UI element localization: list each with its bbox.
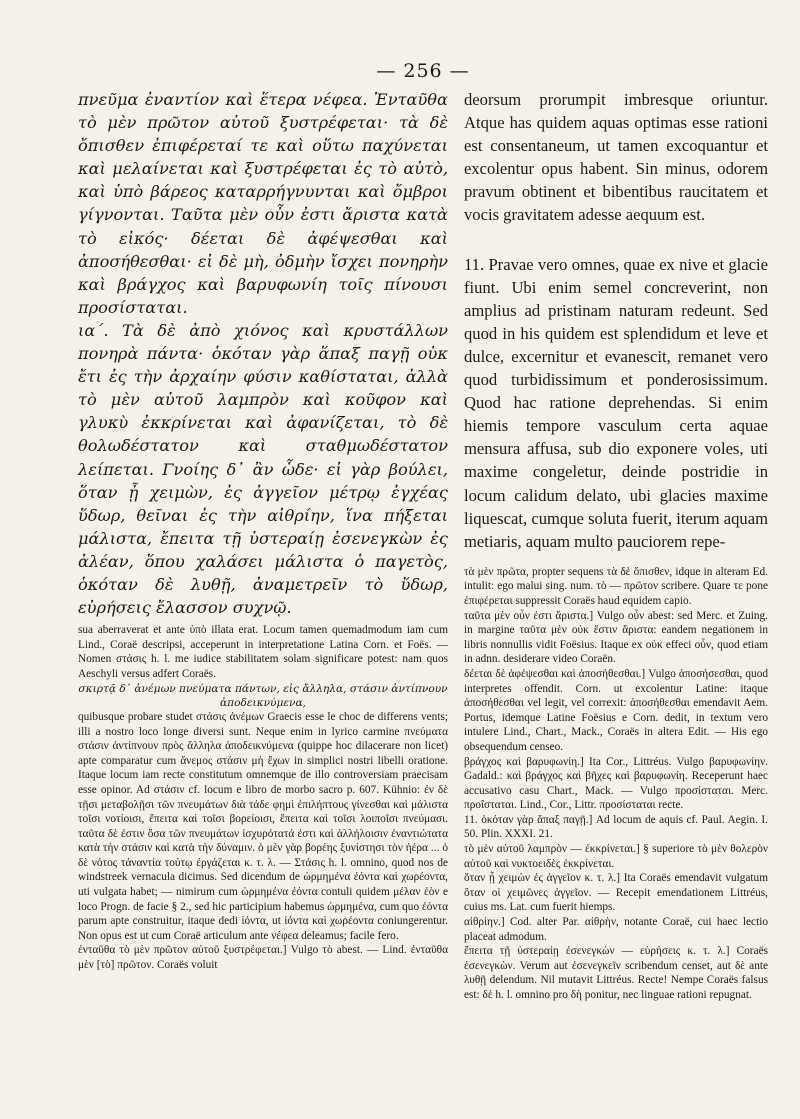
footnote: ὅταν ᾖ χειμὼν ἐς ἀγγεῖον κ. τ. λ.] Ita Coraës emendavit vulgatum ὅταν οἱ χειμῶνες ἀγγεῖον. — Recepit emendationem Littréus, cuius ms. Lat. cum fuerit hiemps. [464, 872, 768, 914]
footnote: βράγχος καὶ βαρυφωνίη.] Ita Cor., Littréus. Vulgo βαρυφωνίην. Gadald.: καὶ βράγχος καὶ βῆχες καὶ βαρυφωνίη. Receperunt haec accusativo casu Chart., Mack. — Vulgo πρoσίσταται. Merc. προΐσταται. Lind., Cor., Littr. προσίσταται recte. [464, 755, 768, 812]
footnote: δέεται δὲ ἀφέψεσθαι καὶ ἀποσήθεσθαι.] Vulgo ἀποσήσεσθαι, quod interpretes offendit. Corn. ut excolentur Latine: itaque ἀποσήθεσθαι vel legit, vel correxit: ἀποσήθεσθαι emendavit Aem. Portus, idemque Latine Foësius e Corn. dedit, in textum vero intulere Lind., Chart., Mack., Coraës in altera Edit. — His ego obsequendum censeo. [464, 667, 768, 753]
latin-column [464, 88, 768, 1003]
footnote: quibusque probare studet στάσις ἀνέμων Graecis esse le choc de differens vents; illi a nostro loco longe diversi sunt. Neque enim in lyrico carmine πνεύματα στάσιν ἀντίπνουν πρὸς ἄλληλα ἀποδεικνύμενα (quippe hoc dilacerare non licet) apte comparatur cum ἄνεμος στάσιν μὴ ἔχων in simplici nostri libelli oratione. Itaque locum iam recte constitutum omnemque de illo controversiam praecisam esse opinor. Ad στάσιν cf. locum e libro de morbo sacro p. 607. Kühnio: ἐν δὲ τῇσι μεταβολῇσι τῶν πνευμάτων διὰ τάδε φημὶ ἐπιλήπτους γίνεσθαι καὶ μάλιστα τοῖσι νοτίοισι, ἔπειτα καὶ τοῖσι βορείοισι, ἔπειτα καὶ τοῖσι λοιποῖσι πνεύμασι. ταῦτα δὲ ἐστιν ὅσα τῶν πνευμάτων ἰσχυρότατά ἐστι καὶ ἀλλήλοισιν ἐναντιώτατα κατὰ τὴν στάσιν καὶ κατὰ τὴν δύναμιν. ὁ μὲν γὰρ βορέης ξυνίστησι τὸν ἠέρα ... ὁ δὲ νότος τἀναντία τούτῳ ἐργάζεται κ. τ. λ. — Στάσις h. l. omnino, quod nos de windstreek vernacula dicimus. Sed dicendum de ὡρμημένα ἐόντα καὶ χωρέοντα, uti vulgata habet; — nimirum cum ὡρμημένα ἐόντα contuli quidem μέλαν ἐὸν e loco Progn. de facie § 2., sed hic participium habemus ὡρμημένα, cum quo ἐόντα parum apte construitur, itaque dedi ἰόντα, ut ἰόντα καὶ χωρέοντα coniungerentur. Non opus est ut cum Coraë articulum ante νέφεα deleamus; facile fero. [78, 710, 448, 942]
greek-paragraph: πνεῦμα ἐναντίον καὶ ἕτερα νέφεα. Ἐνταῦθα τὸ μὲν πρῶτον αὐτοῦ ξυστρέφεται· τὰ δὲ ὄπισθεν ἐπιφέρεταί τε καὶ οὕτω παχύνεται καὶ μελαίνεται καὶ ξυστρέφεται ἐς τὸ αὐτὸ, καὶ ὑπὸ βάρεος καταρρήγνυνται καὶ ὄμβροι γίγνονται. Ταῦτα μὲν οὖν ἐστι ἄριστα κατὰ τὸ εἰκός· δέεται δὲ ἀφέψεσθαι καὶ ἀποσήθεσθαι· εἰ δὲ μὴ, ὀδμὴν ἴσχει πονηρὴν καὶ βράγχος καὶ βαρυφωνίη τοῖς πίνουσι προσίσταται. [78, 90, 448, 317]
greek-main-text [78, 88, 448, 619]
footnote: sua aberraverat et ante ὑπὸ illata erat. Locum tamen quemadmodum iam cum Lind., Coraë descripsi, acceperunt in interpretatione Latina Corn. et Foës. — Nomen στάσις h. l. me iudice stabilitatem solam significare potest: nam quos Aeschyli versus adfert Coraës. [78, 624, 448, 680]
footnote: ἐνταῦθα τὸ μὲν πρῶτον αὐτοῦ ξυστρέφεται.] Vulgo τὸ abest. — Lind. ἐνταῦθα μὲν [τὸ] πρῶτον. Coraës voluit [78, 944, 448, 972]
footnote: αἰθρίην.] Cod. alter Par. αἰθρὴν, notante Coraë, cui haec lectio placeat admodum. [464, 916, 768, 943]
footnote: τὰ μὲν πρῶτα, propter sequens τὰ δὲ ὄπισθεν, idque in alteram Ed. intulit: ego malui sing. num. τὸ — πρῶτον scribere. Quare τε pone ἐπιφέρεται suppressit Coraës haud equidem capio. [464, 565, 768, 607]
footnote: ἔπειτα τῇ ὑστεραίῃ ἐσενεγκὼν — εὑρήσεις κ. τ. λ.] Coraës ἐσενεγκὼν. Verum aut ἐσενεγκεῖν scribendum censet, aut δὲ ante λυθῇ delendum. Nil mutavit Littréus. Recte! Nempe Coraës falsus est: δὲ h. l. omnino pro δὴ ponitur, nec linguae rationi repugnat. [464, 945, 768, 1001]
footnote: ταῦτα μὲν οὖν ἐστι ἄριστα.] Vulgo οὖν abest: sed Merc. et Zuing. in margine ταῦτα μὲν οὐκ ἔστιν ἄριστα: eandem negationem in libris nonnullis vidit Foësius. Itaque ex οὐκ effeci οὖν, quod etiam in adnn. desiderare video Coraën. [464, 609, 768, 666]
book-page [78, 48, 768, 1088]
greek-column [78, 88, 448, 973]
greek-paragraph: ια΄. Τὰ δὲ ἀπὸ χιόνος καὶ κρυστάλλων πονηρὰ πάντα· ὁκόταν γὰρ ἅπαξ παγῇ οὐκ ἔτι ἐς τὴν ἀρχαίην φύσιν καθίσταται, ἀλλὰ τὸ μὲν αὐτοῦ λαμπρὸν καὶ κοῦφον καὶ γλυκὺ ἐκκρίνεται καὶ ἀφανίζεται, τὸ δὲ θολωδέστατον καὶ σταθμωδέστατον λείπεται. Γνοίης δ᾽ ἂν ὧδε· εἰ γὰρ βούλει, ὅταν ᾖ χειμὼν, ἐς ἀγγεῖον μέτρῳ ἐγχέας ὕδωρ, θεῖναι ἐς τὴν αἰθρίην, ἵνα πήξεται μάλιστα, ἔπειτα τῇ ὑστεραίῃ ἐσενεγκὼν ἐς ἀλέαν, ὅπου χαλάσει μάλιστα ὁ παγετὸς, ὁκόταν δὲ λυθῇ, ἀναμετρεῖν τὸ ὕδωρ, εὑρήσεις ἔλασσον συχνῷ. [78, 320, 448, 618]
two-column-text [78, 88, 768, 1088]
latin-paragraph: 11. Pravae vero omnes, quae ex nive et glacie fiunt. Ubi enim semel concreverint, non amplius ad pristinam naturam redeunt. Sed quod in his quidem est splendidum et leve et dulce, excernitur et evanescit, remanet vero quod turbidissimum et ponderosissimum. Quod hac ratione deprehendas. Si enim hiemis tempore vasculum certa aquae mensura affusa, sub dio exponere voles, uti maxime congeletur, deinde postridie in locum calidum delato, ubi glacies maxime liquescat, cumque soluta fuerit, iterum aquam metiaris, aquam multo pauciorem repe- [464, 254, 768, 551]
footnotes-right [464, 565, 768, 1003]
footnote-quote: σκιρτᾷ δ᾽ ἀνέμων πνεύματα πάντων, εἰς ἄλληλα, στάσιν ἀντίπνουν ἀποδεικνύμενα, [78, 682, 448, 709]
latin-paragraph: deorsum prorumpit imbresque oriuntur. Atque has quidem aquas optimas esse rationi est consentaneum, ut tamen excoquantur et excolentur opus habent. Sin minus, odorem pravum obtinent et bibentibus raucitatem et vocis gravitatem adesse aequum est. [464, 90, 768, 225]
footnote: 11. ὁκόταν γὰρ ἅπαξ παγῇ.] Ad locum de aquis cf. Paul. Aegin. I. 50. Plin. XXXI. 21. [464, 813, 768, 841]
footnote: τὸ μὲν αὐτοῦ λαμπρὸν — ἐκκρίνεται.] § superiore τὸ μὲν θολερὸν αὐτοῦ καὶ νυκτοειδὲς ἐκκρίνεται. [464, 843, 768, 870]
latin-main-text [464, 88, 768, 553]
page-number: — 256 — [376, 60, 470, 82]
footnotes-left [78, 623, 448, 972]
